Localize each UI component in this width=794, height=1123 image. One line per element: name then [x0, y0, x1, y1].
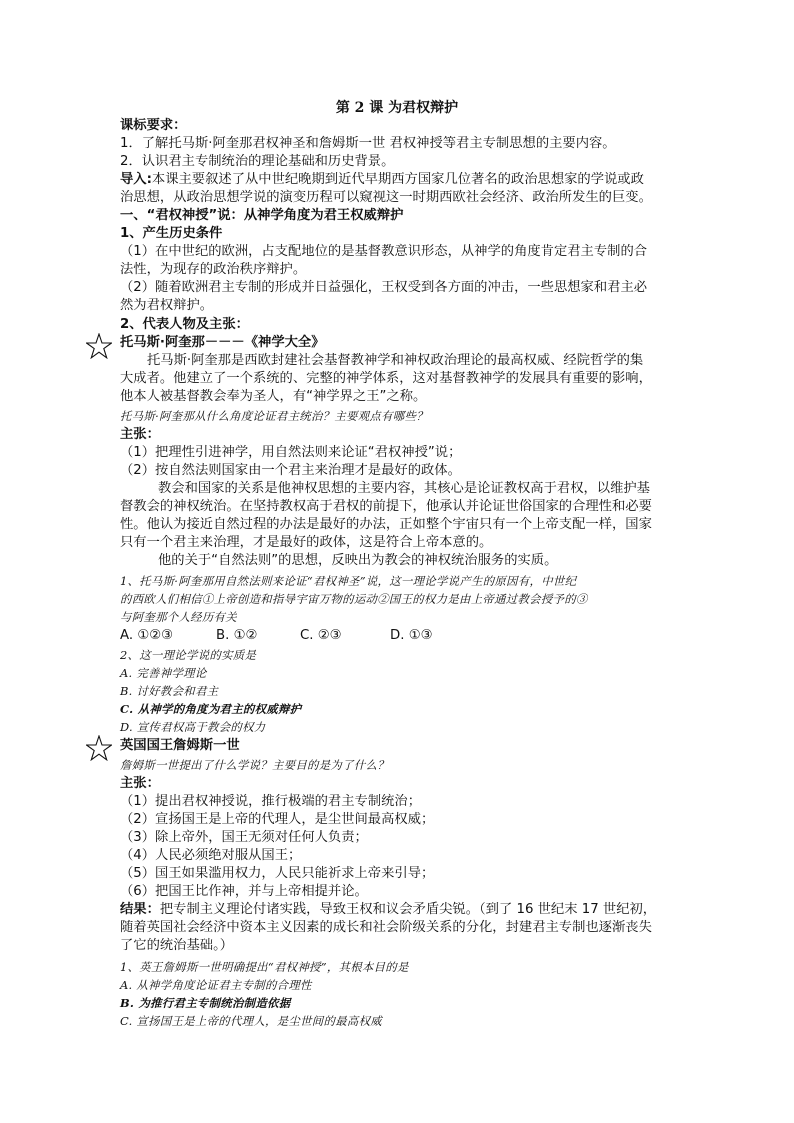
propositions-heading-1: 主张：: [120, 427, 160, 442]
propositions-heading-2: 主张：: [120, 776, 160, 791]
exercise-1-cont-1: 的西欧人们相信①上帝创造和指导宇宙万物的运动②国王的权力是由上帝通过教会授予的③: [120, 592, 588, 606]
james-proposition-6: （6）把国王比作神，并与上帝相提并论。: [120, 884, 368, 899]
result-cont-1: 随着英国社会经济中资本主义因素的成长和社会阶级关系的分化，封建君主专制也逐渐丧失: [120, 920, 652, 935]
exercise-3-option-b: B. 为推行君主专制统治制造依据: [120, 996, 291, 1010]
natural-law-paragraph: 他的关于“自然法则”的思想，反映出为教会的神权统治服务的实质。: [158, 553, 558, 568]
exercise-3-option-a: A. 从神学角度论证君主专制的合理性: [120, 978, 312, 992]
exercise-2-option-b: B. 讨好教会和君主: [120, 684, 219, 698]
lesson-title: 第 2 课 为君权辩护: [335, 100, 459, 116]
result-cont-2: 了它的统治基础。）: [120, 938, 234, 953]
church-state-paragraph-cont-3: 只有一个君主来治理，才是最好的政体，这是符合上帝本意的。: [120, 535, 493, 550]
james-proposition-2: （2）宣扬国王是上帝的代理人，是尘世间最高权威；: [120, 812, 435, 827]
james-proposition-5: （5）国王如果滥用权力，人民只能祈求上帝来引导；: [120, 866, 435, 881]
curriculum-requirements-heading: 课标要求：: [120, 118, 187, 133]
exercise-1-cont-2: 与阿奎那个人经历有关: [120, 610, 237, 624]
section-1-heading: 一、“君权神授”说：从神学角度为君王权威辩护: [120, 208, 404, 223]
church-state-paragraph-cont-2: 性。他认为接近自然过程的办法是最好的办法，正如整个宇宙只有一个上帝支配一样，国家: [120, 517, 652, 532]
church-state-paragraph: 教会和国家的关系是他神权思想的主要内容，其核心是论证教权高于君权，以维护基: [158, 481, 650, 496]
proposition-1: （1）把理性引进神学，用自然法则来论证“君权神授”说；: [120, 445, 462, 460]
exercise-3-option-c: C. 宣扬国王是上帝的代理人，是尘世间的最高权威: [120, 1014, 382, 1028]
question-aquinas: 托马斯·阿奎那从什么角度论证君主统治？主要观点有哪些？: [120, 409, 428, 423]
exercise-2: 2、这一理论学说的实质是: [120, 648, 257, 662]
subsection-conditions: 1、产生历史条件: [120, 226, 223, 241]
church-state-paragraph-cont-1: 督教会的神权统治。在坚持教权高于君权的前提下，他承认并论证世俗国家的合理性和必要: [120, 499, 652, 514]
star-icon: [86, 735, 112, 761]
james-proposition-4: （4）人民必须绝对服从国王；: [120, 848, 302, 863]
subsection-representatives: 2、代表人物及主张：: [120, 317, 249, 332]
option-d: D. ①③: [390, 628, 433, 643]
introduction-label: 导入:: [120, 172, 152, 187]
result: [120, 901, 656, 919]
introduction: [120, 171, 644, 189]
exercise-2-option-c: C. 从神学的角度为君主的权威辩护: [120, 702, 302, 716]
person-aquinas: 托马斯·阿奎那－－－《神学大全》: [120, 335, 325, 350]
introduction-cont: 治思想，从政治思想学说的演变历程可以窥视这一时期西欧社会经济、政治所发生的巨变。: [120, 190, 652, 205]
introduction-text: 本课主要叙述了从中世纪晚期到近代早期西方国家几位著名的政治思想家的学说或政: [151, 172, 644, 187]
aquinas-paragraph-cont-1: 大成者。他建立了一个系统的、完整的神学体系，这对基督教神学的发展具有重要的影响，: [120, 371, 652, 386]
condition-2-cont: 然为君权辩护。: [120, 298, 214, 313]
exercise-1-options: [120, 627, 433, 645]
condition-1-cont: 法性，为现存的政治秩序辩护。: [120, 262, 307, 277]
requirement-1: 1．了解托马斯·阿奎那君权神圣和詹姆斯一世 君权神授等君主专制思想的主要内容。: [120, 136, 616, 151]
result-label: 结果：: [120, 902, 160, 917]
proposition-2: （2）按自然法则国家由一个君主来治理才是最好的政体。: [120, 463, 461, 478]
star-icon: [86, 333, 112, 359]
option-c: C. ②③: [300, 628, 342, 643]
person-james-i: 英国国王詹姆斯一世: [120, 738, 240, 753]
james-proposition-3: （3）除上帝外，国王无须对任何人负责；: [120, 830, 368, 845]
option-b: B. ①②: [216, 628, 258, 643]
exercise-3: 1、英王詹姆斯一世明确提出“君权神授”，其根本目的是: [120, 960, 409, 974]
result-text: 把专制主义理论付诸实践，导致王权和议会矛盾尖锐。（到了 16 世纪末 17 世纪初，: [159, 902, 657, 917]
aquinas-paragraph: 托马斯·阿奎那是西欧封建社会基督教神学和神权政治理论的最高权威、经院哲学的集: [147, 353, 644, 368]
condition-2: （2）随着欧洲君主专制的形成并日益强化，王权受到各方面的冲击，一些思想家和君主必: [120, 280, 648, 295]
aquinas-paragraph-cont-2: 他本人被基督教会奉为圣人，有“神学界之王”之称。: [120, 389, 427, 404]
question-james: 詹姆斯一世提出了什么学说？主要目的是为了什么？: [120, 758, 389, 772]
option-a: A. ①②③: [120, 628, 174, 643]
exercise-1: 1、托马斯·阿奎那用自然法则来论证“君权神圣”说，这一理论学说产生的原因有，中世纪: [120, 574, 577, 588]
condition-1: （1）在中世纪的欧洲，占支配地位的是基督教意识形态，从神学的角度肯定君主专制的合: [120, 244, 648, 259]
requirement-2: 2．认识君主专制统治的理论基础和历史背景。: [120, 154, 395, 169]
exercise-2-option-d: D. 宣传君权高于教会的权力: [120, 720, 266, 734]
james-proposition-1: （1）提出君权神授说，推行极端的君主专制统治；: [120, 794, 421, 809]
exercise-2-option-a: A. 完善神学理论: [120, 666, 207, 680]
